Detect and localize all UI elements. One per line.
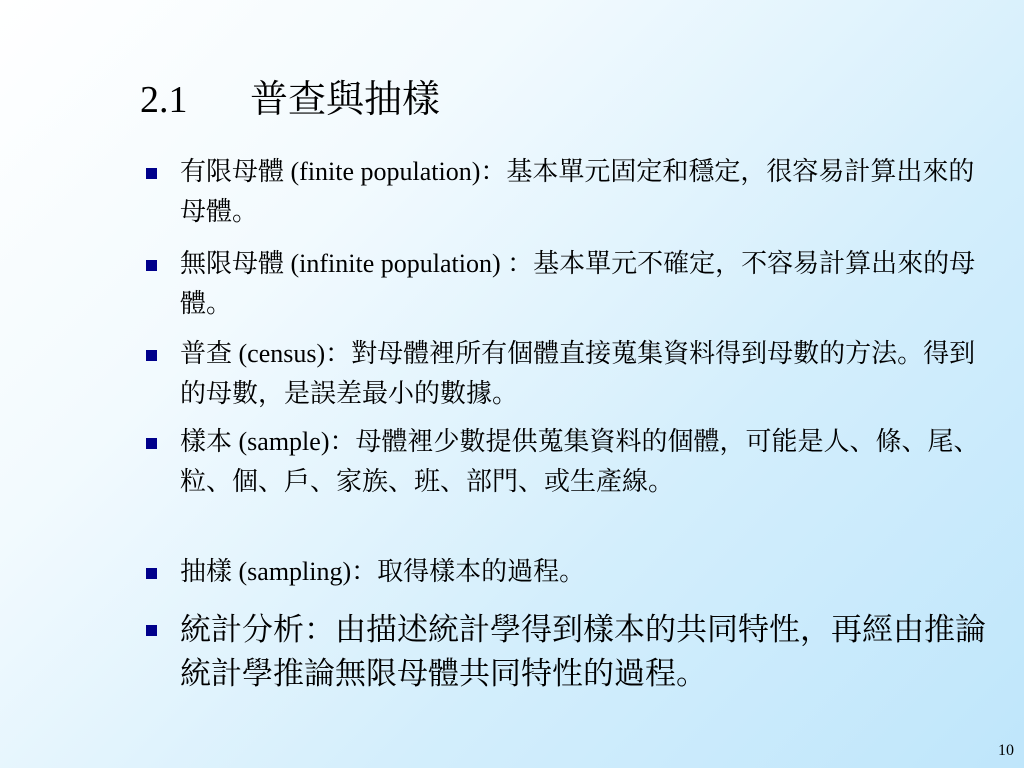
bullet-term: 普查 (180, 339, 233, 369)
page-number: 10 (998, 742, 1014, 759)
bullet-square-icon (146, 568, 157, 579)
bullet-english: (census) (232, 339, 326, 368)
bullet-english: (sample) (232, 427, 330, 456)
bullet-term: 有限母體 (180, 157, 285, 187)
bullet-text (180, 552, 992, 592)
bullet-english: (infinite population) (284, 249, 508, 278)
bullet-definition: ：對母體裡所有個體直接蒐集資料得到母數的方法。得到的母數，是誤差最小的數據。 (180, 339, 976, 409)
title-text: 普查與抽樣 (250, 77, 441, 121)
bullet-english: (sampling) (232, 557, 352, 586)
bullet-definition: ：基本單元固定和穩定，很容易計算出來的母體。 (180, 157, 975, 227)
bullet-term: 樣本 (180, 427, 233, 457)
bullet-definition: ：由描述統計學得到樣本的共同特性，再經由推論統計學推論無限母體共同特性的過程。 (180, 612, 986, 692)
bullet-square-icon (146, 350, 157, 361)
bullet-square-icon (146, 625, 157, 636)
bullet-term: 抽樣 (180, 557, 233, 587)
bullet-text (180, 152, 992, 232)
bullet-text (180, 334, 992, 414)
bullet-term: 無限母體 (180, 249, 285, 279)
bullet-english: (finite population) (284, 157, 481, 186)
bullet-term: 統計分析 (180, 612, 304, 648)
title-number: 2.1 (140, 79, 188, 121)
bullet-square-icon (146, 438, 157, 449)
bullet-definition: ：基本單元不確定，不容易計算出來的母體。 (180, 249, 976, 319)
bullet-square-icon (146, 168, 157, 179)
bullet-definition: ：取得樣本的過程。 (351, 557, 586, 587)
bullet-text (180, 608, 992, 696)
bullet-text (180, 244, 992, 324)
bullet-square-icon (146, 260, 157, 271)
slide-title (140, 74, 440, 125)
bullet-definition: ：母體裡少數提供蒐集資料的個體，可能是人、條、尾、粒、個、戶、家族、班、部門、或生產線。 (180, 427, 980, 497)
bullet-text (180, 422, 992, 502)
